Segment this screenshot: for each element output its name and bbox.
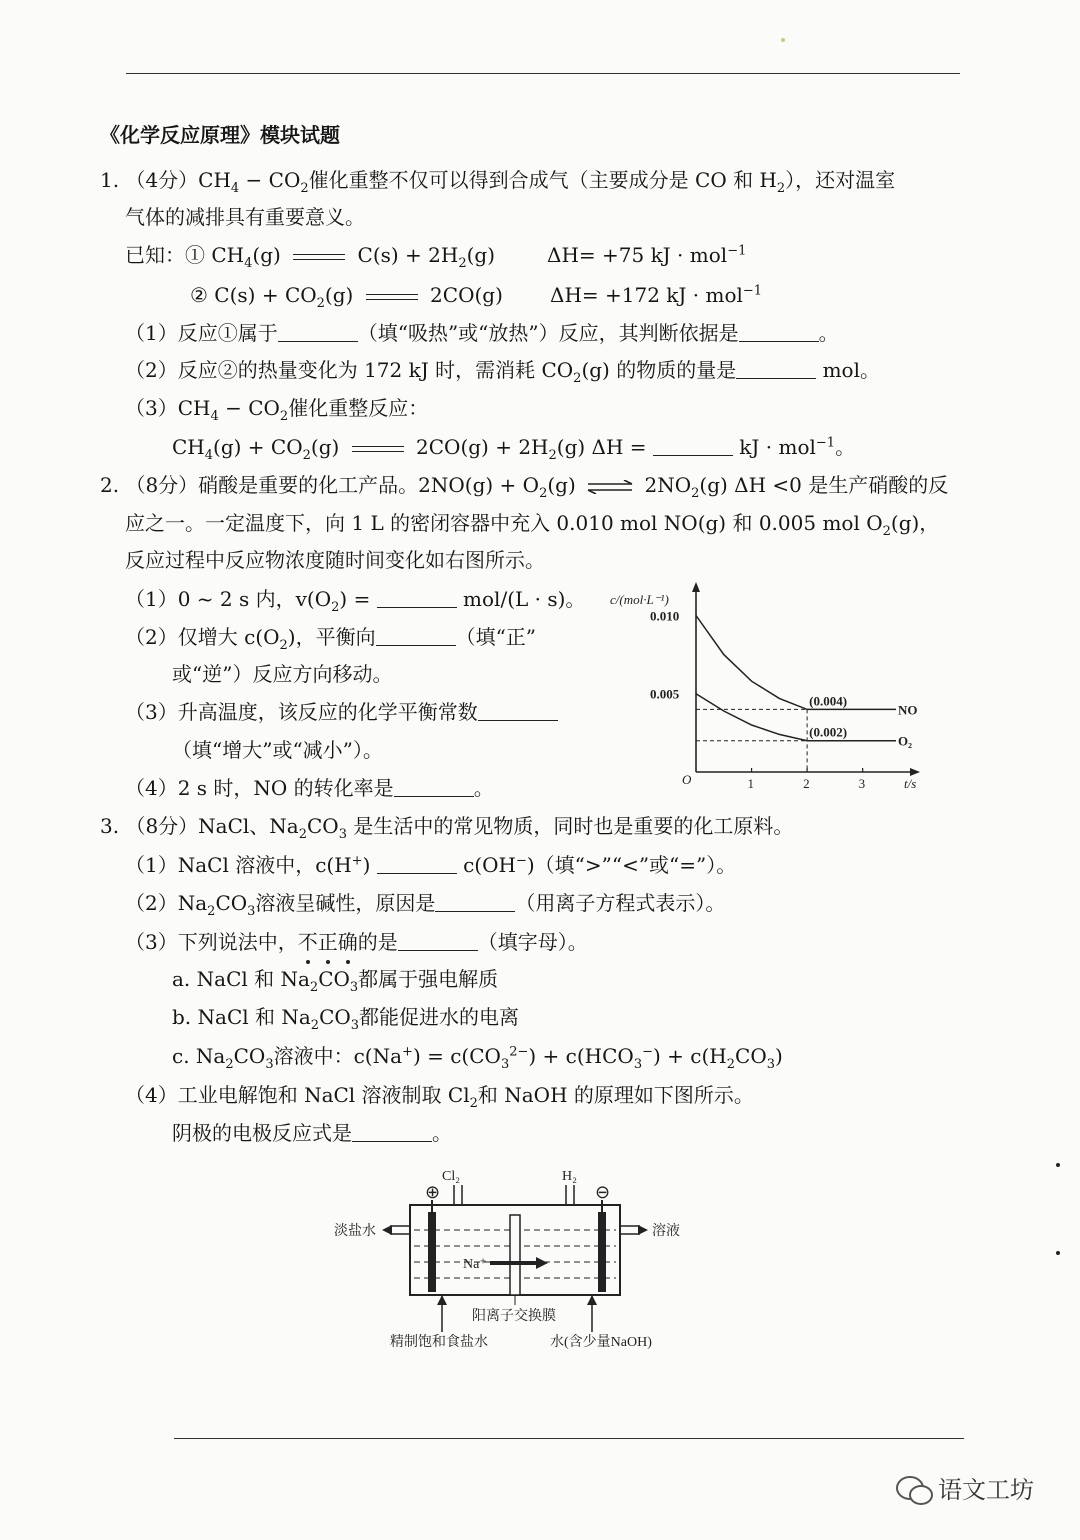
answer-blank[interactable] xyxy=(435,893,515,912)
q2-part-3-line2: （填“增大”或“减小”）。 xyxy=(172,738,383,762)
q1-part-2: （2）反应②的热量变化为 172 kJ 时，需消耗 $CO_2(g)$ 的物质的量是 mol。 xyxy=(125,358,880,386)
q1-reaction-1: 已知：① $CH_4(g) C(s) + 2H_2(g)$ ΔH= +75 kJ · mol$^{-1}$ xyxy=(125,243,747,271)
na-ion-label: Na⁺ xyxy=(463,1257,487,1272)
watermark: 语文工坊 xyxy=(938,1476,1034,1504)
cathode xyxy=(598,1212,606,1292)
membrane-label: 阳离子交换膜 xyxy=(472,1309,556,1324)
y-axis-label: c/(mol·L⁻¹) xyxy=(610,592,669,607)
anode xyxy=(428,1212,436,1292)
reversible-arrow-icon xyxy=(586,480,634,494)
paper-speck xyxy=(1056,1251,1060,1255)
paper-speck xyxy=(781,38,785,42)
answer-blank[interactable] xyxy=(736,360,816,379)
x-tick-label: 1 xyxy=(747,776,755,791)
q2-part-2: （2）仅增大 $c(O_2)$，平衡向 （填“正” xyxy=(125,625,537,653)
wechat-icon xyxy=(895,1474,935,1508)
q3-option-b: b. NaCl 和 $Na_2CO_3$都能促进水的电离 xyxy=(172,1005,520,1033)
q3-part-3: （3）下列说法中，不正确的是 （填字母）。 xyxy=(125,930,588,954)
answer-blank[interactable] xyxy=(278,323,358,342)
series-line-o2 xyxy=(696,694,896,741)
q2-stem: 2. （8分）硝酸是重要的化工产品。$2NO(g) + O_2(g)$ $2NO_2(g)$ ΔH <0 是生产硝酸的反 xyxy=(100,473,949,501)
anode-plus-icon: ⊕ xyxy=(425,1182,441,1202)
q3-option-c: c. $Na_2CO_3$溶液中：$c(Na^+) = c(CO_3^{2-}) + c(HCO_3^-) + c(H_2CO_3)$ xyxy=(172,1044,783,1072)
cathode-minus-icon: ⊖ xyxy=(595,1182,611,1202)
annotation-o2: (0.002) xyxy=(809,724,848,740)
solution-label: 溶液 xyxy=(652,1224,680,1239)
water-inlet-label: 水(含少量NaOH) xyxy=(550,1335,652,1350)
q1-stem: 1. （4分）$CH_4 - CO_2$催化重整不仅可以得到合成气（主要成分是 CO 和 $H_2$），还对温室 xyxy=(100,168,896,196)
y-tick-label: 0.005 xyxy=(650,686,680,702)
y-axis-arrow xyxy=(692,582,700,592)
paper-speck xyxy=(1056,1163,1060,1167)
q3-part-4: （4）工业电解饱和 NaCl 溶液制取 $Cl_2$和 NaOH 的原理如下图所示。 xyxy=(125,1083,754,1111)
q1-reaction-2: ② $C(s) + CO_2(g)$ 2CO(g) ΔH= +172 kJ · mol$^{-1}$ xyxy=(190,283,763,311)
q3-part-1: （1）NaCl 溶液中，c(H+) c(OH−)（填“>”“<”或“=”）。 xyxy=(125,853,737,877)
annotation-no: (0.004) xyxy=(809,693,848,709)
series-label-o2: O₂ xyxy=(898,733,913,749)
series-line-no xyxy=(696,616,896,710)
answer-blank[interactable] xyxy=(398,932,478,951)
cation-exchange-membrane xyxy=(510,1215,520,1295)
q3-part-4-line2: 阴极的电极反应式是 。 xyxy=(172,1121,452,1145)
q1-part-1: （1）反应①属于 （填“吸热”或“放热”）反应，其判断依据是 。 xyxy=(125,321,839,345)
q1-stem-line2: 气体的减排具有重要意义。 xyxy=(125,205,365,229)
x-tick-label: 3 xyxy=(858,776,866,791)
q2-part-3: （3）升高温度，该反应的化学平衡常数 xyxy=(125,699,558,725)
x-tick-label: 2 xyxy=(803,776,810,791)
q1-part-3-equation: $CH_4(g) + CO_2(g) 2CO(g) + 2H_2(g) \Delta H$ = kJ · mol$^{-1}$。 xyxy=(172,435,856,463)
origin-label: O xyxy=(682,772,692,787)
q1-part-3: $(3)CH_4 - CO_2$催化重整反应： xyxy=(125,396,429,424)
x-axis-arrow xyxy=(910,768,920,776)
answer-blank[interactable] xyxy=(478,702,558,721)
x-axis-label: t/s xyxy=(904,776,917,791)
q3-option-a: a. NaCl 和 $Na_2CO_3$都属于强电解质 xyxy=(172,967,499,995)
cl2-label: Cl₂ xyxy=(442,1169,461,1184)
q2-part-1: （1）0 ~ 2 s 内，$v(O_2) = mol/(L \cdot s)$。 xyxy=(125,587,586,615)
q3-part-2: $(2)Na_2CO_3$溶液呈碱性，原因是 （用离子方程式表示）。 xyxy=(125,891,726,919)
answer-blank[interactable] xyxy=(653,437,733,456)
q2-part-4: （4）2 s 时，NO 的转化率是 。 xyxy=(125,776,494,800)
q2-line2: 应之一。一定温度下，向 1 L 的密闭容器中充入 0.010 mol NO(g) 和 0.005 mol $O_2(g)$， xyxy=(125,511,940,539)
answer-blank[interactable] xyxy=(394,778,474,797)
series-label-no: NO xyxy=(898,702,918,718)
dilute-brine-label: 淡盐水 xyxy=(334,1224,376,1239)
concentration-chart xyxy=(610,578,940,798)
q2-part-2-line2: 或“逆”）反应方向移动。 xyxy=(172,662,393,686)
y-tick-label: 0.010 xyxy=(650,608,680,624)
q3-stem: 3. （8分）NaCl、$Na_2CO_3$ 是生活中的常见物质，同时也是重要的化工原料。 xyxy=(100,814,794,842)
q2-line3: 反应过程中反应物浓度随时间变化如右图所示。 xyxy=(125,548,545,572)
answer-blank[interactable] xyxy=(352,1123,432,1142)
electrolysis-diagram xyxy=(330,1160,730,1360)
answer-blank[interactable] xyxy=(377,855,457,874)
bottom-rule xyxy=(174,1438,964,1439)
answer-blank[interactable] xyxy=(739,323,819,342)
page-title: 《化学反应原理》模块试题 xyxy=(100,123,340,147)
brine-inlet-label: 精制饱和食盐水 xyxy=(390,1335,488,1350)
top-rule xyxy=(126,73,960,74)
answer-blank[interactable] xyxy=(377,589,457,608)
h2-label: H₂ xyxy=(562,1169,577,1184)
answer-blank[interactable] xyxy=(376,627,456,646)
